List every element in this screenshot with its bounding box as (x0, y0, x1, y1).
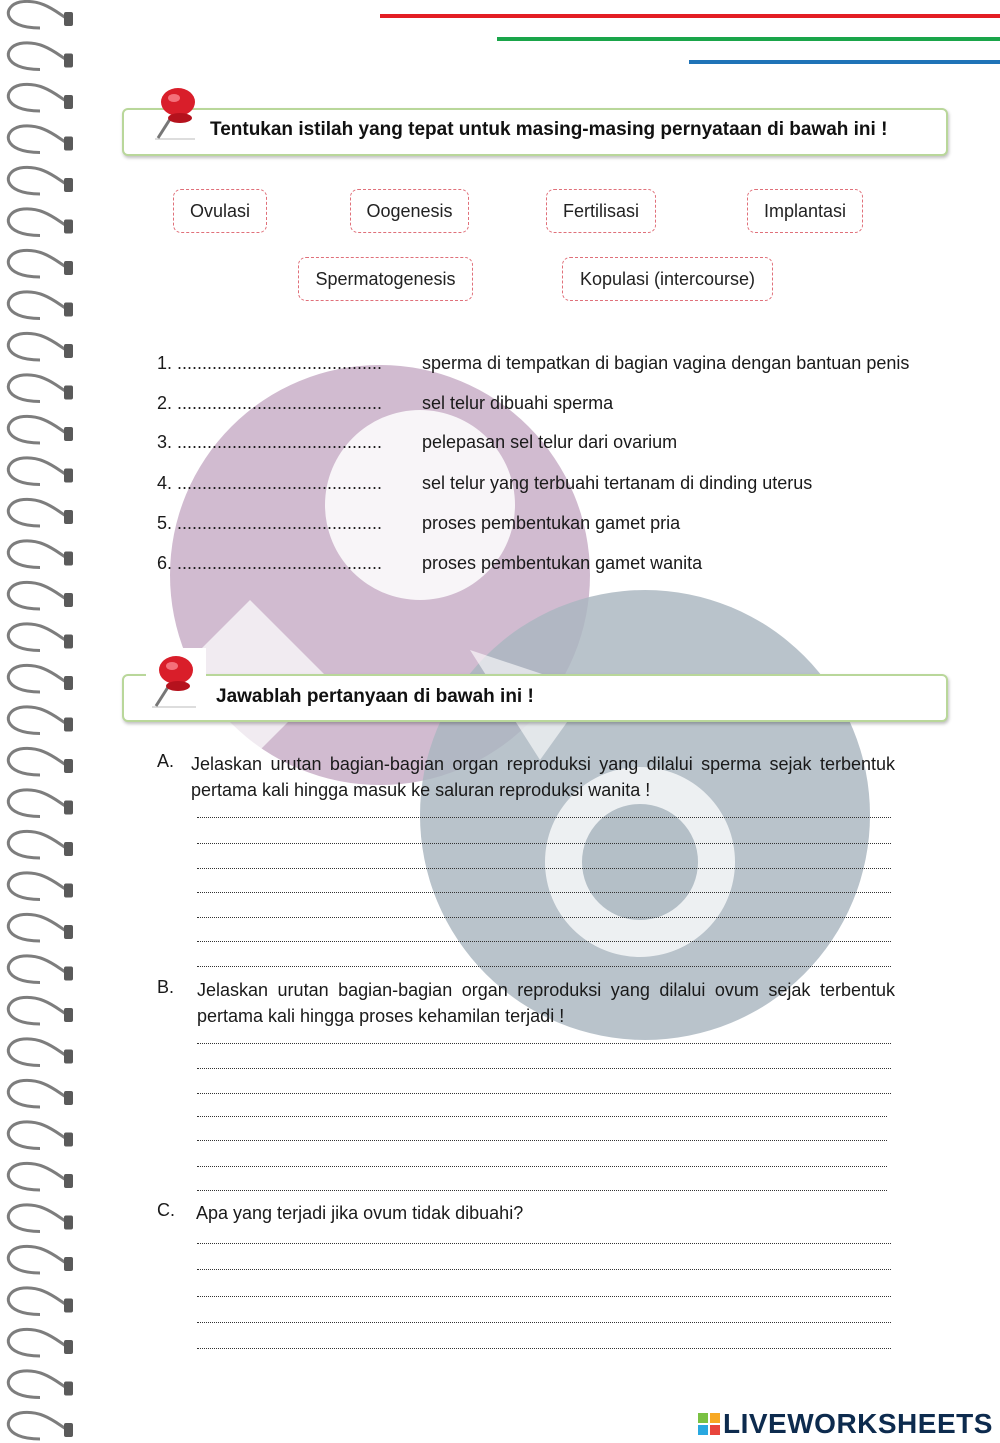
item-6-statement: proses pembentukan gamet wanita (422, 553, 703, 573)
top-line-green (497, 37, 1000, 41)
spiral-ring (8, 1246, 73, 1273)
spiral-ring (8, 707, 73, 734)
spiral-ring (8, 748, 73, 775)
question-c-text: Apa yang terjadi jika ovum tidak dibuahi? (196, 1203, 524, 1223)
spiral-ring (8, 956, 73, 983)
answer-b-line[interactable] (197, 1043, 891, 1045)
section1-title: Tentukan istilah yang tepat untuk masing-masing pernyataan di bawah ini ! (210, 119, 888, 140)
spiral-ring (8, 1412, 73, 1439)
term-oogenesis[interactable]: Oogenesis (350, 189, 469, 233)
question-a-text: Jelaskan urutan bagian-bagian organ reproduksi yang dilalui sperma sejak terbentuk pertama kali hingga masuk ke saluran reproduksi wanita ! (191, 754, 895, 800)
item-1-blank[interactable]: 1. ......................................... (157, 353, 383, 373)
answer-a-line[interactable] (197, 868, 891, 870)
answer-a-line[interactable] (197, 817, 891, 819)
answer-a-line[interactable] (197, 966, 891, 968)
spiral-ring (8, 250, 73, 277)
spiral-ring (8, 914, 73, 941)
spiral-ring (8, 375, 73, 402)
term-fertilisasi[interactable]: Fertilisasi (546, 189, 656, 233)
item-3-statement: pelepasan sel telur dari ovarium (422, 432, 678, 452)
term-implantasi[interactable]: Implantasi (747, 189, 863, 233)
pushpin-icon (146, 648, 206, 712)
item-5-statement: proses pembentukan gamet pria (422, 513, 681, 533)
spiral-ring (8, 1329, 73, 1356)
term-spermatogenesis[interactable]: Spermatogenesis (298, 257, 473, 301)
spiral-ring (8, 665, 73, 692)
pushpin-icon (150, 80, 202, 144)
spiral-ring (8, 997, 73, 1024)
spiral-ring (8, 1039, 73, 1066)
term-kopulasi[interactable]: Kopulasi (intercourse) (562, 257, 773, 301)
question-b-label: B. (157, 977, 175, 997)
item-3-blank[interactable]: 3. ......................................... (157, 432, 383, 452)
answer-a-line[interactable] (197, 917, 891, 919)
item-6-blank[interactable]: 6. ......................................... (157, 553, 383, 573)
logo-text: LIVEWORKSHEETS (723, 1408, 993, 1439)
spiral-ring (8, 873, 73, 900)
liveworksheets-logo-icon (698, 1413, 720, 1435)
item-2-blank[interactable]: 2. ......................................... (157, 393, 383, 413)
question-b-text: Jelaskan urutan bagian-bagian organ reproduksi yang dilalui ovum sejak terbentuk pertama kali hingga proses kehamilan terjadi ! (197, 980, 895, 1026)
answer-b-line[interactable] (197, 1140, 887, 1142)
spiral-ring (8, 1288, 73, 1315)
answer-b-line[interactable] (197, 1116, 887, 1118)
spiral-ring (8, 499, 73, 526)
spiral-ring (8, 209, 73, 236)
answer-b-line[interactable] (197, 1166, 887, 1168)
male-symbol (420, 590, 870, 1040)
spiral-ring (8, 43, 73, 70)
spiral-ring (8, 333, 73, 360)
answer-b-line[interactable] (197, 1068, 891, 1070)
spiral-ring (8, 84, 73, 111)
item-2-statement: sel telur dibuahi sperma (422, 393, 614, 413)
question-a-label: A. (157, 751, 175, 771)
item-1-statement: sperma di tempatkan di bagian vagina dengan bantuan penis (422, 353, 910, 373)
top-line-red (380, 14, 1000, 18)
answer-c-line[interactable] (197, 1348, 891, 1350)
term-ovulasi[interactable]: Ovulasi (173, 189, 267, 233)
answer-b-line[interactable] (197, 1093, 891, 1095)
item-4-blank[interactable]: 4. ......................................... (157, 473, 383, 493)
answer-a-line[interactable] (197, 941, 891, 943)
spiral-ring (8, 126, 73, 153)
spiral-ring (8, 1163, 73, 1190)
spiral-binding (0, 0, 100, 1443)
spiral-ring (8, 1122, 73, 1149)
spiral-ring (8, 292, 73, 319)
spiral-ring (8, 624, 73, 651)
answer-c-line[interactable] (197, 1296, 891, 1298)
spiral-ring (8, 1080, 73, 1107)
answer-c-line[interactable] (197, 1322, 891, 1324)
spiral-ring (8, 1371, 73, 1398)
answer-a-line[interactable] (197, 892, 891, 894)
section2-title: Jawablah pertanyaan di bawah ini ! (216, 686, 534, 707)
answer-c-line[interactable] (197, 1243, 891, 1245)
spiral-ring (8, 541, 73, 568)
spiral-ring (8, 458, 73, 485)
spiral-ring (8, 416, 73, 443)
spiral-ring (8, 790, 73, 817)
top-line-blue (689, 60, 1000, 64)
spiral-ring (8, 1, 73, 28)
answer-a-line[interactable] (197, 843, 891, 845)
item-4-statement: sel telur yang terbuahi tertanam di dinding uterus (422, 473, 813, 493)
answer-b-line[interactable] (197, 1190, 887, 1192)
spiral-ring (8, 167, 73, 194)
spiral-ring (8, 582, 73, 609)
liveworksheets-logo[interactable] (698, 1408, 993, 1440)
answer-c-line[interactable] (197, 1269, 891, 1271)
spiral-ring (8, 831, 73, 858)
spiral-ring (8, 1205, 73, 1232)
item-5-blank[interactable]: 5. ......................................... (157, 513, 383, 533)
question-c-label: C. (157, 1200, 175, 1220)
